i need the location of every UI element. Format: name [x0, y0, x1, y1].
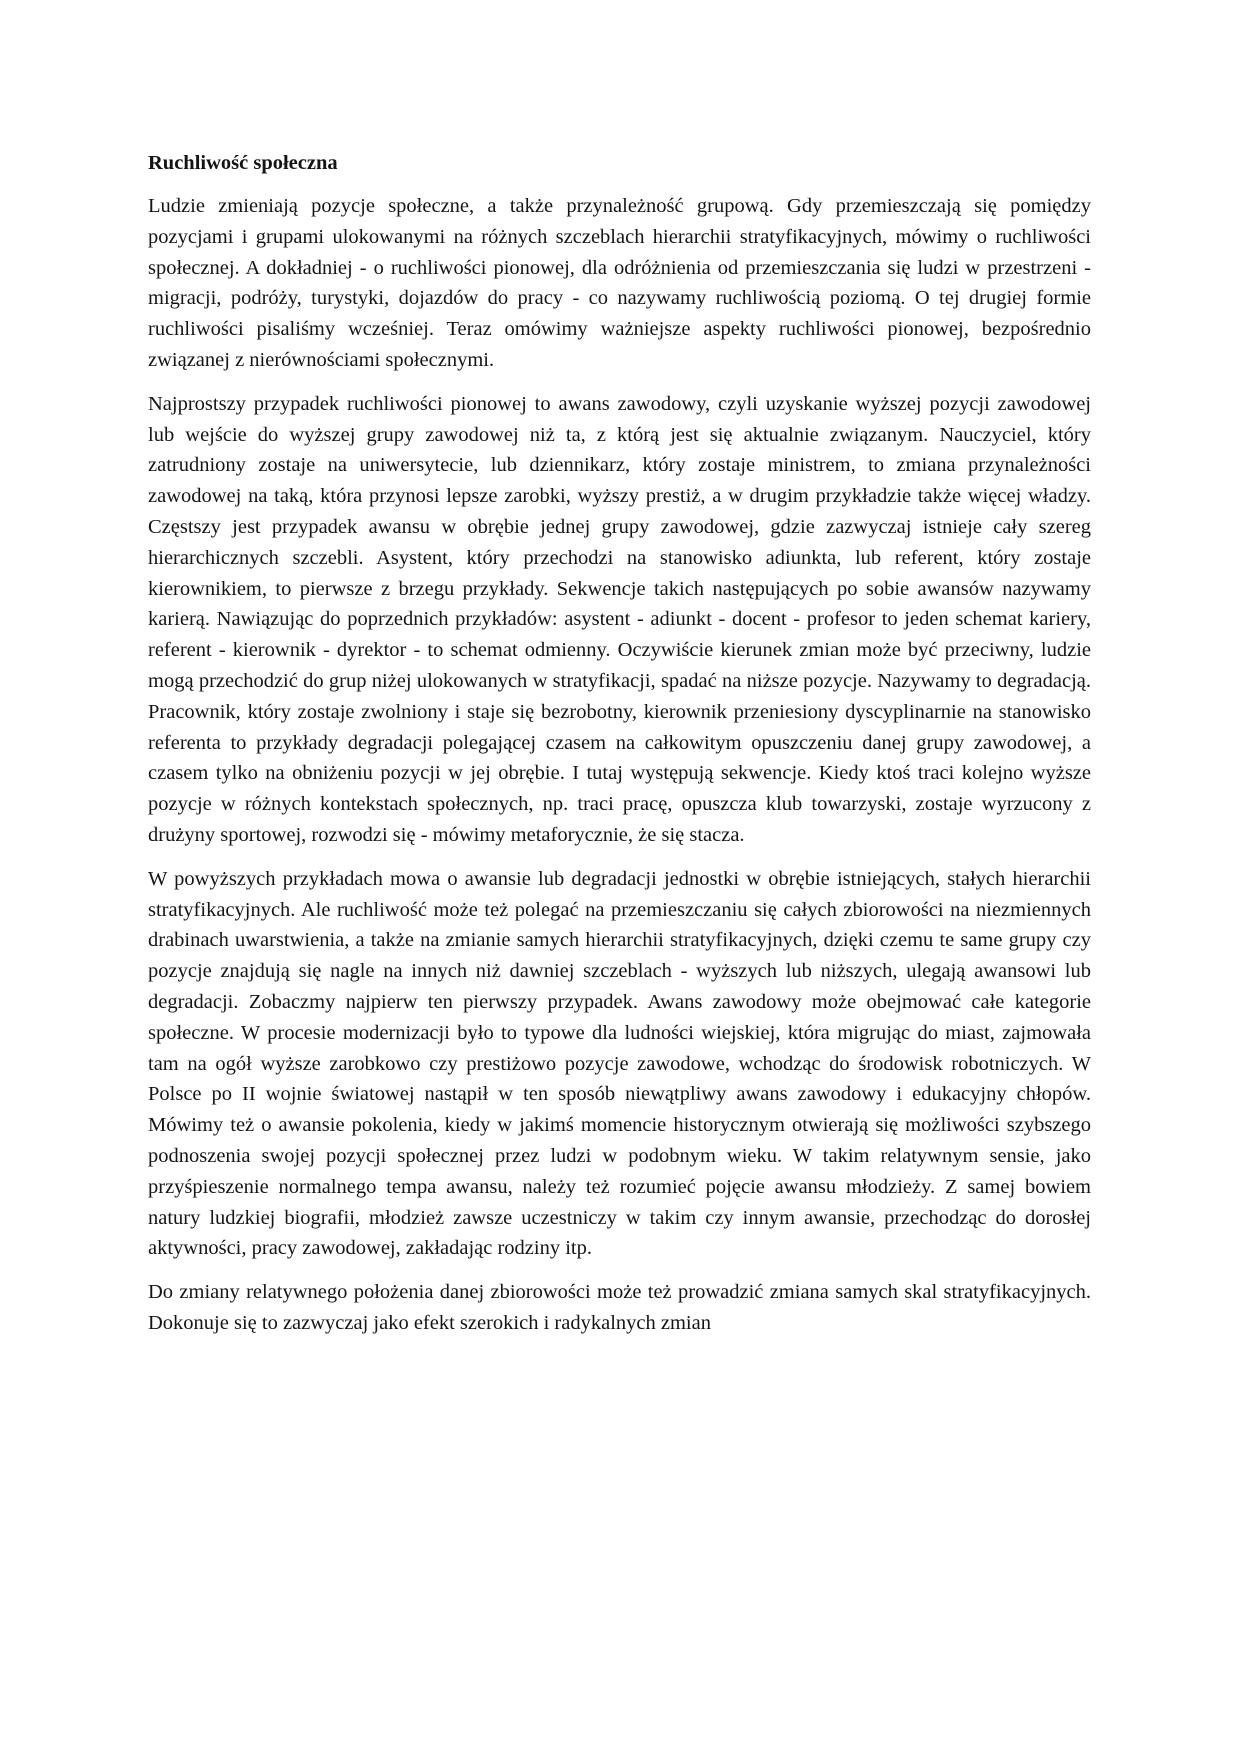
paragraph: W powyższych przykładach mowa o awansie lub degradacji jednostki w obrębie istniejących, stałych hierarchii stratyfikacyjnych. Ale ruchliwość może też polegać na przemieszczaniu się całych zbiorowości na niezmiennych drabinach uwarstwienia, a także na zmianie samych hierarchii stratyfikacyjnych, dzięki czemu te same grupy czy pozycje znajdują się nagle na innych niż dawniej szczeblach - wyższych lub niższych, ulegają awansowi lub degradacji. Zobaczmy najpierw ten pierwszy przypadek. Awans zawodowy może obejmować całe kategorie społeczne. W procesie modernizacji było to typowe dla ludności wiejskiej, która migrując do miast, zajmowała tam na ogół wyższe zarobkowo czy prestiżowo pozycje zawodowe, wchodząc do środowisk robotniczych. W Polsce po II wojnie światowej nastąpił w ten sposób niewątpliwy awans zawodowy i edukacyjny chłopów. Mówimy też o awansie pokolenia, kiedy w jakimś momencie historycznym otwierają się możliwości szybszego podnoszenia swojej pozycji społecznej przez ludzi w podobnym wieku. W takim relatywnym sensie, jako przyśpieszenie normalnego tempa awansu, należy też rozumieć pojęcie awansu młodzieży. Z samej bowiem natury ludzkiej biografii, młodzież zawsze uczestniczy w takim czy innym awansie, przechodząc do dorosłej aktywności, pracy zawodowej, zakładając rodziny itp. — [148, 867, 1091, 1260]
paragraph: Najprostszy przypadek ruchliwości pionowej to awans zawodowy, czyli uzyskanie wyższej pozycji zawodowej lub wejście do wyższej grupy zawodowej niż ta, z którą jest się aktualnie związanym. Nauczyciel, który zatrudniony zostaje na uniwersytecie, lub dziennikarz, który zostaje ministrem, to zmiana przynależności zawodowej na taką, która przynosi lepsze zarobki, wyższy prestiż, a w drugim przykładzie także więcej władzy. Częstszy jest przypadek awansu w obrębie jednej grupy zawodowej, gdzie zazwyczaj istnieje cały szereg hierarchicznych szczebli. Asystent, który przechodzi na stanowisko adiunkta, lub referent, który zostaje kierownikiem, to pierwsze z brzegu przykłady. Sekwencje takich następujących po sobie awansów nazywamy karierą. Nawiązując do poprzednich przykładów: asystent - adiunkt - docent - profesor to jeden schemat kariery, referent - kierownik - dyrektor - to schemat odmienny. Oczywiście kierunek zmian może być przeciwny, ludzie mogą przechodzić do grup niżej ulokowanych w stratyfikacji, spadać na niższe pozycje. Nazywamy to degradacją. Pracownik, który zostaje zwolniony i staje się bezrobotny, kierownik przeniesiony dyscyplinarnie na stanowisko referenta to przykłady degradacji polegającej czasem na całkowitym opuszczeniu danej grupy zawodowej, a czasem tylko na obniżeniu pozycji w jej obrębie. I tutaj występują sekwencje. Kiedy ktoś traci kolejno wyższe pozycje w różnych kontekstach społecznych, np. traci pracę, opuszcza klub towarzyski, zostaje wyrzucony z drużyny sportowej, rozwodzi się - mówimy metaforycznie, że się stacza. — [148, 392, 1091, 846]
document-body — [148, 148, 1091, 1352]
paragraph: Do zmiany relatywnego położenia danej zbiorowości może też prowadzić zmiana samych skal stratyfikacyjnych. Dokonuje się to zazwyczaj jako efekt szerokich i radykalnych zmian — [148, 1281, 1091, 1334]
document-title: Ruchliwość społeczna — [148, 152, 338, 174]
paragraph: Ludzie zmieniają pozycje społeczne, a także przynależność grupową. Gdy przemieszczają się pomiędzy pozycjami i grupami ulokowanymi na różnych szczeblach hierarchii stratyfikacyjnych, mówimy o ruchliwości społecznej. A dokładniej - o ruchliwości pionowej, dla odróżnienia od przemieszczania się ludzi w przestrzeni - migracji, podróży, turystyki, dojazdów do pracy - co nazywamy ruchliwością poziomą. O tej drugiej formie ruchliwości pisaliśmy wcześniej. Teraz omówimy ważniejsze aspekty ruchliwości pionowej, bezpośrednio związanej z nierównościami społecznymi. — [148, 195, 1091, 371]
